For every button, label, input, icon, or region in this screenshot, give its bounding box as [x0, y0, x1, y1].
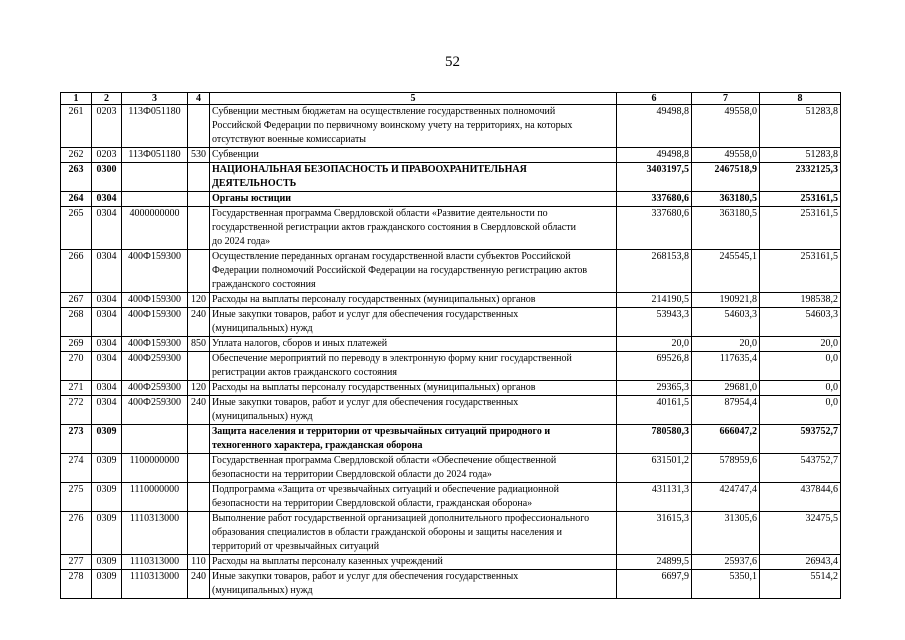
- name-cell: [210, 425, 617, 454]
- name-line: Осуществление переданных органам государственной власти субъектов Российской: [212, 251, 571, 262]
- name-cell: [210, 570, 617, 599]
- table-row: [61, 148, 841, 163]
- table-row: [61, 570, 841, 599]
- expense-type-cell: 120: [188, 381, 210, 396]
- expense-type-cell: [188, 352, 210, 381]
- table-row: [61, 308, 841, 337]
- name-cell: [210, 207, 617, 250]
- column-header: 2: [92, 93, 122, 105]
- name-line: Государственная программа Свердловской области «Обеспечение общественной: [212, 455, 557, 466]
- row-number-cell: 266: [61, 250, 92, 293]
- name-line: безопасности на территории Свердловской области, гражданская оборона»: [212, 498, 533, 509]
- name-cell: [210, 352, 617, 381]
- row-number-cell: 272: [61, 396, 92, 425]
- table-row: [61, 396, 841, 425]
- section-code-cell: 0309: [92, 512, 122, 555]
- amount-2022-cell: 69526,8: [617, 352, 692, 381]
- amount-2024-cell: 26943,4: [760, 555, 841, 570]
- section-code-cell: 0309: [92, 570, 122, 599]
- amount-2023-cell: 578959,6: [692, 454, 760, 483]
- section-code-cell: 0304: [92, 293, 122, 308]
- amount-2023-cell: 49558,0: [692, 148, 760, 163]
- target-article-cell: 1110000000: [122, 483, 188, 512]
- name-cell: [210, 163, 617, 192]
- table-row: [61, 293, 841, 308]
- row-number-cell: 265: [61, 207, 92, 250]
- name-line: Субвенции: [212, 149, 259, 160]
- name-line: образования специалистов в области гражданской обороны и защиты населения и: [212, 527, 562, 538]
- amount-2024-cell: 0,0: [760, 352, 841, 381]
- amount-2022-cell: 20,0: [617, 337, 692, 352]
- target-article-cell: 400Ф259300: [122, 396, 188, 425]
- section-code-cell: 0203: [92, 148, 122, 163]
- table-row: [61, 250, 841, 293]
- amount-2024-cell: 5514,2: [760, 570, 841, 599]
- name-cell: [210, 250, 617, 293]
- name-line: Федерации полномочий Российской Федерации на государственную регистрацию актов: [212, 265, 588, 276]
- name-cell: [210, 337, 617, 352]
- expense-type-cell: [188, 454, 210, 483]
- amount-2024-cell: 32475,5: [760, 512, 841, 555]
- expense-type-cell: 530: [188, 148, 210, 163]
- row-number-cell: 262: [61, 148, 92, 163]
- table-row: [61, 337, 841, 352]
- section-code-cell: 0309: [92, 483, 122, 512]
- name-line: Иные закупки товаров, работ и услуг для обеспечения государственных: [212, 397, 519, 408]
- amount-2023-cell: 363180,5: [692, 207, 760, 250]
- name-cell: [210, 381, 617, 396]
- name-cell: [210, 293, 617, 308]
- amount-2022-cell: 337680,6: [617, 207, 692, 250]
- expense-type-cell: 110: [188, 555, 210, 570]
- expense-type-cell: [188, 207, 210, 250]
- target-article-cell: 1110313000: [122, 570, 188, 599]
- amount-2024-cell: 20,0: [760, 337, 841, 352]
- amount-2024-cell: 437844,6: [760, 483, 841, 512]
- name-line: Субвенции местным бюджетам на осуществление государственных полномочий: [212, 106, 556, 117]
- section-code-cell: 0304: [92, 250, 122, 293]
- name-cell: [210, 555, 617, 570]
- amount-2023-cell: 190921,8: [692, 293, 760, 308]
- table-row: [61, 425, 841, 454]
- name-line: Иные закупки товаров, работ и услуг для обеспечения государственных: [212, 309, 519, 320]
- section-code-cell: 0309: [92, 454, 122, 483]
- expense-type-cell: [188, 425, 210, 454]
- amount-2024-cell: 54603,3: [760, 308, 841, 337]
- expense-type-cell: [188, 250, 210, 293]
- section-code-cell: 0304: [92, 396, 122, 425]
- name-line: Защита населения и территории от чрезвычайных ситуаций природного и: [212, 426, 551, 437]
- name-cell: [210, 148, 617, 163]
- amount-2022-cell: 268153,8: [617, 250, 692, 293]
- expense-type-cell: 240: [188, 396, 210, 425]
- row-number-cell: 278: [61, 570, 92, 599]
- row-number-cell: 271: [61, 381, 92, 396]
- name-line: Государственная программа Свердловской области «Развитие деятельности по: [212, 208, 548, 219]
- section-code-cell: 0309: [92, 425, 122, 454]
- section-code-cell: 0304: [92, 207, 122, 250]
- amount-2023-cell: 49558,0: [692, 105, 760, 148]
- expense-type-cell: 240: [188, 308, 210, 337]
- budget-table: [60, 92, 841, 599]
- column-header: 5: [210, 93, 617, 105]
- expense-type-cell: [188, 192, 210, 207]
- section-code-cell: 0309: [92, 555, 122, 570]
- table-row: [61, 381, 841, 396]
- name-line: безопасности на территории Свердловской области до 2024 года»: [212, 469, 492, 480]
- row-number-cell: 267: [61, 293, 92, 308]
- expense-type-cell: [188, 512, 210, 555]
- name-line: Выполнение работ государственной организацией дополнительного профессионального: [212, 513, 590, 524]
- expense-type-cell: 240: [188, 570, 210, 599]
- name-cell: [210, 454, 617, 483]
- row-number-cell: 273: [61, 425, 92, 454]
- row-number-cell: 261: [61, 105, 92, 148]
- column-header: 6: [617, 93, 692, 105]
- name-line: Расходы на выплаты персоналу государственных (муниципальных) органов: [212, 294, 536, 305]
- name-line: государственной регистрации актов гражданского состояния в Свердловской области: [212, 222, 576, 233]
- amount-2024-cell: 0,0: [760, 381, 841, 396]
- amount-2024-cell: 593752,7: [760, 425, 841, 454]
- target-article-cell: [122, 425, 188, 454]
- expense-type-cell: 120: [188, 293, 210, 308]
- table-row: [61, 192, 841, 207]
- name-line: ДЕЯТЕЛЬНОСТЬ: [212, 178, 297, 189]
- name-cell: [210, 512, 617, 555]
- target-article-cell: 1100000000: [122, 454, 188, 483]
- row-number-cell: 269: [61, 337, 92, 352]
- table-header-row: [61, 93, 841, 105]
- target-article-cell: 113Ф051180: [122, 148, 188, 163]
- section-code-cell: 0304: [92, 337, 122, 352]
- name-cell: [210, 396, 617, 425]
- row-number-cell: 270: [61, 352, 92, 381]
- name-line: Органы юстиции: [212, 193, 291, 204]
- amount-2023-cell: 54603,3: [692, 308, 760, 337]
- section-code-cell: 0304: [92, 352, 122, 381]
- amount-2023-cell: 29681,0: [692, 381, 760, 396]
- name-line: территорий от чрезвычайных ситуаций: [212, 541, 380, 552]
- amount-2022-cell: 431131,3: [617, 483, 692, 512]
- name-line: Подпрограмма «Защита от чрезвычайных ситуаций и обеспечение радиационной: [212, 484, 560, 495]
- column-header: 1: [61, 93, 92, 105]
- amount-2022-cell: 49498,8: [617, 105, 692, 148]
- name-line: Расходы на выплаты персоналу государственных (муниципальных) органов: [212, 382, 536, 393]
- amount-2022-cell: 214190,5: [617, 293, 692, 308]
- table-row: [61, 105, 841, 148]
- amount-2024-cell: 198538,2: [760, 293, 841, 308]
- name-line: НАЦИОНАЛЬНАЯ БЕЗОПАСНОСТЬ И ПРАВООХРАНИТЕЛЬНАЯ: [212, 164, 527, 175]
- amount-2023-cell: 2467518,9: [692, 163, 760, 192]
- target-article-cell: 400Ф159300: [122, 293, 188, 308]
- name-line: Расходы на выплаты персоналу казенных учреждений: [212, 556, 443, 567]
- name-line: Российской Федерации по первичному воинскому учету на территориях, на которых: [212, 120, 573, 131]
- row-number-cell: 275: [61, 483, 92, 512]
- target-article-cell: 1110313000: [122, 555, 188, 570]
- amount-2022-cell: 780580,3: [617, 425, 692, 454]
- row-number-cell: 276: [61, 512, 92, 555]
- amount-2023-cell: 245545,1: [692, 250, 760, 293]
- table-row: [61, 207, 841, 250]
- amount-2022-cell: 49498,8: [617, 148, 692, 163]
- amount-2022-cell: 631501,2: [617, 454, 692, 483]
- amount-2022-cell: 337680,6: [617, 192, 692, 207]
- amount-2022-cell: 24899,5: [617, 555, 692, 570]
- section-code-cell: 0300: [92, 163, 122, 192]
- table-row: [61, 352, 841, 381]
- amount-2023-cell: 25937,6: [692, 555, 760, 570]
- target-article-cell: 1110313000: [122, 512, 188, 555]
- column-header: 7: [692, 93, 760, 105]
- name-line: Обеспечение мероприятий по переводу в электронную форму книг государственной: [212, 353, 572, 364]
- table-row: [61, 483, 841, 512]
- amount-2022-cell: 6697,9: [617, 570, 692, 599]
- row-number-cell: 264: [61, 192, 92, 207]
- amount-2024-cell: 253161,5: [760, 250, 841, 293]
- expense-type-cell: 850: [188, 337, 210, 352]
- name-cell: [210, 105, 617, 148]
- amount-2023-cell: 117635,4: [692, 352, 760, 381]
- table-row: [61, 555, 841, 570]
- amount-2022-cell: 40161,5: [617, 396, 692, 425]
- table-row: [61, 163, 841, 192]
- amount-2022-cell: 3403197,5: [617, 163, 692, 192]
- amount-2024-cell: 51283,8: [760, 148, 841, 163]
- amount-2024-cell: 2332125,3: [760, 163, 841, 192]
- column-header: 3: [122, 93, 188, 105]
- target-article-cell: 400Ф259300: [122, 381, 188, 396]
- target-article-cell: 400Ф159300: [122, 308, 188, 337]
- name-line: (муниципальных) нужд: [212, 323, 313, 334]
- name-line: (муниципальных) нужд: [212, 585, 313, 596]
- row-number-cell: 277: [61, 555, 92, 570]
- name-line: отсутствуют военные комиссариаты: [212, 134, 367, 145]
- amount-2023-cell: 20,0: [692, 337, 760, 352]
- target-article-cell: 400Ф259300: [122, 352, 188, 381]
- amount-2023-cell: 666047,2: [692, 425, 760, 454]
- table-row: [61, 454, 841, 483]
- expense-type-cell: [188, 163, 210, 192]
- amount-2023-cell: 31305,6: [692, 512, 760, 555]
- amount-2024-cell: 253161,5: [760, 207, 841, 250]
- name-line: Иные закупки товаров, работ и услуг для обеспечения государственных: [212, 571, 519, 582]
- amount-2023-cell: 5350,1: [692, 570, 760, 599]
- section-code-cell: 0304: [92, 381, 122, 396]
- target-article-cell: 4000000000: [122, 207, 188, 250]
- amount-2024-cell: 0,0: [760, 396, 841, 425]
- section-code-cell: 0304: [92, 308, 122, 337]
- name-line: (муниципальных) нужд: [212, 411, 313, 422]
- name-line: Уплата налогов, сборов и иных платежей: [212, 338, 388, 349]
- page-number: 52: [445, 54, 460, 70]
- section-code-cell: 0304: [92, 192, 122, 207]
- section-code-cell: 0203: [92, 105, 122, 148]
- table-body: [61, 105, 841, 599]
- amount-2023-cell: 363180,5: [692, 192, 760, 207]
- amount-2022-cell: 53943,3: [617, 308, 692, 337]
- row-number-cell: 263: [61, 163, 92, 192]
- amount-2022-cell: 31615,3: [617, 512, 692, 555]
- column-header: 8: [760, 93, 841, 105]
- amount-2023-cell: 424747,4: [692, 483, 760, 512]
- expense-type-cell: [188, 105, 210, 148]
- row-number-cell: 274: [61, 454, 92, 483]
- name-line: регистрации актов гражданского состояния: [212, 367, 397, 378]
- target-article-cell: 113Ф051180: [122, 105, 188, 148]
- target-article-cell: [122, 163, 188, 192]
- name-cell: [210, 192, 617, 207]
- target-article-cell: 400Ф159300: [122, 250, 188, 293]
- amount-2024-cell: 543752,7: [760, 454, 841, 483]
- target-article-cell: 400Ф159300: [122, 337, 188, 352]
- amount-2023-cell: 87954,4: [692, 396, 760, 425]
- table-row: [61, 512, 841, 555]
- row-number-cell: 268: [61, 308, 92, 337]
- amount-2022-cell: 29365,3: [617, 381, 692, 396]
- name-line: техногенного характера, гражданская оборона: [212, 440, 423, 451]
- expense-type-cell: [188, 483, 210, 512]
- target-article-cell: [122, 192, 188, 207]
- name-cell: [210, 308, 617, 337]
- amount-2024-cell: 51283,8: [760, 105, 841, 148]
- column-header: 4: [188, 93, 210, 105]
- name-cell: [210, 483, 617, 512]
- amount-2024-cell: 253161,5: [760, 192, 841, 207]
- name-line: до 2024 года»: [212, 236, 271, 247]
- name-line: гражданского состояния: [212, 279, 316, 290]
